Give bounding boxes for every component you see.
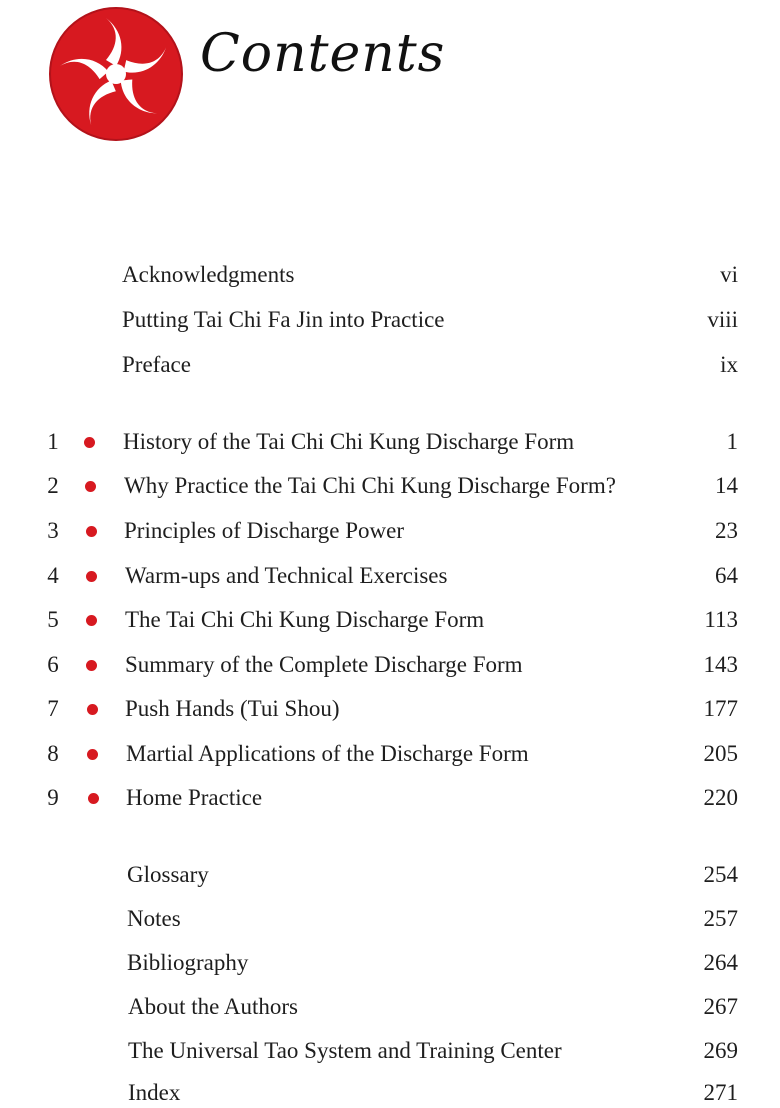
entry-page: 257 <box>703 906 738 931</box>
toc-entry[interactable] <box>0 1036 780 1066</box>
chapter-number: 8 <box>47 741 59 766</box>
toc-entry[interactable] <box>0 305 780 335</box>
entry-page: 267 <box>703 994 738 1019</box>
red-bullet-icon <box>88 793 99 804</box>
chapter-entry[interactable] <box>0 694 780 724</box>
chapter-title: Why Practice the Tai Chi Chi Kung Discharge Form? <box>124 473 616 498</box>
entry-page: ix <box>720 352 738 377</box>
chapter-page: 205 <box>703 741 738 766</box>
red-swirl-logo-icon <box>46 4 186 144</box>
red-bullet-icon <box>84 437 95 448</box>
toc-entry[interactable] <box>0 992 780 1022</box>
chapter-entry[interactable] <box>0 650 780 680</box>
entry-page: 271 <box>703 1080 738 1105</box>
chapter-entry[interactable] <box>0 471 780 501</box>
toc-entry[interactable] <box>0 260 780 290</box>
toc-entry[interactable] <box>0 904 780 934</box>
chapter-title: Martial Applications of the Discharge Form <box>126 741 529 766</box>
entry-title: Notes <box>127 906 181 931</box>
chapter-number: 1 <box>47 429 59 454</box>
chapter-number: 3 <box>47 518 59 543</box>
entry-title: Preface <box>122 352 191 377</box>
chapter-number: 2 <box>47 473 59 498</box>
entry-page: vi <box>720 262 738 287</box>
entry-title: Acknowledgments <box>122 262 295 287</box>
chapter-title: Principles of Discharge Power <box>124 518 404 543</box>
chapter-page: 1 <box>726 429 738 454</box>
chapter-title: Home Practice <box>126 785 263 810</box>
chapter-entry[interactable] <box>0 561 780 591</box>
entry-title: Glossary <box>127 862 209 887</box>
page-title: Contents <box>200 24 446 84</box>
entry-title: The Universal Tao System and Training Center <box>128 1038 562 1063</box>
toc-entry[interactable] <box>0 350 780 380</box>
chapter-number: 4 <box>47 563 59 588</box>
entry-page: 264 <box>703 950 738 975</box>
chapter-page: 177 <box>703 696 738 721</box>
chapter-title: History of the Tai Chi Chi Kung Discharge Form <box>123 429 575 454</box>
entry-title: Putting Tai Chi Fa Jin into Practice <box>122 307 445 332</box>
entry-title: Index <box>128 1080 181 1105</box>
chapter-page: 113 <box>704 607 738 632</box>
chapter-entry[interactable] <box>0 783 780 813</box>
red-bullet-icon <box>87 704 98 715</box>
chapter-title: The Tai Chi Chi Kung Discharge Form <box>125 607 485 632</box>
chapter-title: Warm-ups and Technical Exercises <box>125 563 448 588</box>
chapter-entry[interactable] <box>0 739 780 769</box>
red-bullet-icon <box>87 749 98 760</box>
chapter-title: Push Hands (Tui Shou) <box>125 696 340 721</box>
entry-page: 269 <box>703 1038 738 1063</box>
chapter-entry[interactable] <box>0 427 780 457</box>
chapter-number: 6 <box>47 652 59 677</box>
red-bullet-icon <box>86 615 97 626</box>
chapter-entry[interactable] <box>0 605 780 635</box>
toc-entry[interactable] <box>0 1078 780 1108</box>
toc-entry[interactable] <box>0 948 780 978</box>
chapter-number: 9 <box>47 785 59 810</box>
toc-entry[interactable] <box>0 860 780 890</box>
red-bullet-icon <box>85 481 96 492</box>
chapter-page: 64 <box>715 563 738 588</box>
entry-page: 254 <box>703 862 738 887</box>
chapter-page: 143 <box>703 652 738 677</box>
chapter-number: 7 <box>47 696 59 721</box>
entry-title: Bibliography <box>127 950 249 975</box>
entry-title: About the Authors <box>128 994 298 1019</box>
entry-page: viii <box>707 307 738 332</box>
chapter-number: 5 <box>47 607 59 632</box>
red-bullet-icon <box>86 571 97 582</box>
red-bullet-icon <box>86 526 97 537</box>
chapter-page: 23 <box>715 518 738 543</box>
chapter-title: Summary of the Complete Discharge Form <box>125 652 523 677</box>
chapter-entry[interactable] <box>0 516 780 546</box>
chapter-page: 14 <box>715 473 738 498</box>
chapter-page: 220 <box>703 785 738 810</box>
red-bullet-icon <box>86 660 97 671</box>
